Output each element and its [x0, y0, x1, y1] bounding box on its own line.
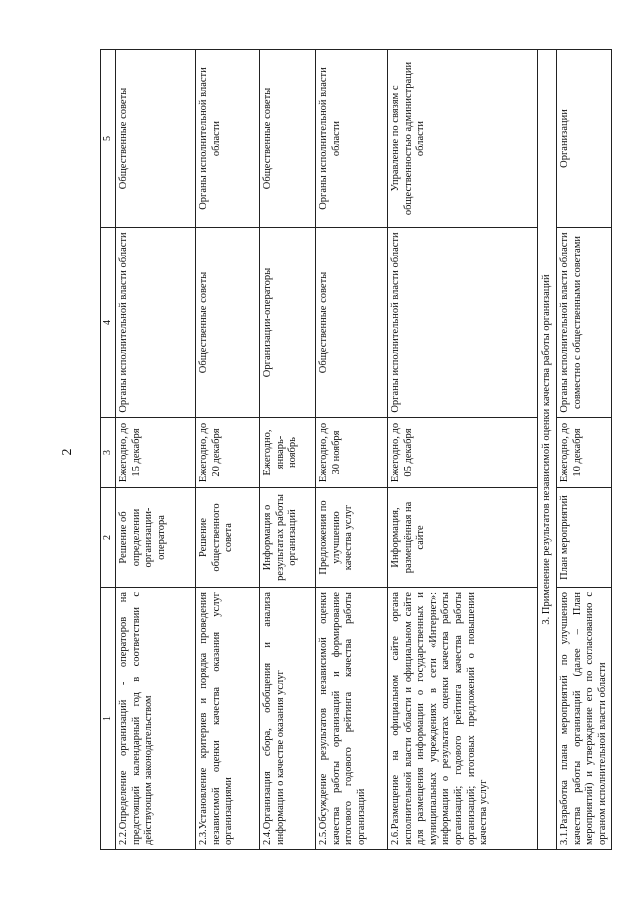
table-row [260, 50, 316, 850]
section-title: 3. Применение результатов независимой оценки качества работы организаций [538, 50, 557, 850]
activity-cell: 2.4.Организация сбора, обобщения и анализа информации о качестве оказания услуг [260, 588, 316, 850]
coexecutor-cell: Общественные советы [260, 50, 316, 228]
deadline-cell: Ежегодно, январь-ноябрь [260, 418, 316, 488]
table-row [116, 50, 196, 850]
table-row [196, 50, 260, 850]
table-row [316, 50, 388, 850]
executor-cell: Общественные советы [196, 228, 260, 418]
header-row [101, 50, 116, 850]
page-number: 2 [60, 448, 75, 456]
activity-cell: 2.5.Обсуждение результатов независимой оценки качества работы организаций и формирование итогового годового рейтинга качества работы организаций [316, 588, 388, 850]
deadline-cell: Ежегодно, до 30 ноября [316, 418, 388, 488]
coexecutor-cell: Органы исполнительной власти области [316, 50, 388, 228]
column-header: 1 [101, 588, 116, 850]
deadline-cell: Ежегодно, до 10 декабря [557, 418, 612, 488]
table-row [388, 50, 538, 850]
coexecutor-cell: Организации [557, 50, 612, 228]
activity-cell: 2.6.Размещение на официальном сайте органа исполнительной власти области и официальном сайте для размещения информации о государственных и муниципальных учреждениях в сети «Интернет»: информации о результатах оценки качества работы организаций; годового рейтинга качества работы организаций; итоговых предложений о повышении качества услуг [388, 588, 538, 850]
coexecutor-cell: Общественные советы [116, 50, 196, 228]
deadline-cell: Ежегодно, до 20 декабря [196, 418, 260, 488]
activity-cell: 2.3.Установление критериев и порядка проведения независимой оценки качества оказания услуг организациями [196, 588, 260, 850]
column-header: 4 [101, 228, 116, 418]
deadline-cell: Ежегодно, до 05 декабря [388, 418, 538, 488]
result-cell: Информация, размещённая на сайте [388, 488, 538, 588]
result-cell: Предложения по улучшению качества услуг [316, 488, 388, 588]
executor-cell: Органы исполнительной власти области [388, 228, 538, 418]
column-header: 5 [101, 50, 116, 228]
column-header: 2 [101, 488, 116, 588]
column-header: 3 [101, 418, 116, 488]
activity-cell: 2.2.Определение организаций - операторов на предстоящий календарный год в соответствии с действующим законодательством [116, 588, 196, 850]
result-cell: Информация о результатах работы организаций [260, 488, 316, 588]
executor-cell: Органы исполнительной власти области [116, 228, 196, 418]
executor-cell: Органы исполнительной власти области совместно с общественными советами [557, 228, 612, 418]
activity-cell: 3.1.Разработка плана мероприятий по улучшению качества работы организаций (далее – План мероприятий) и утверждение его по согласованию с органом исполнительной власти области [557, 588, 612, 850]
section-row [538, 50, 557, 850]
executor-cell: Организации-операторы [260, 228, 316, 418]
plan-table [100, 49, 612, 850]
table-row [557, 50, 612, 850]
executor-cell: Общественные советы [316, 228, 388, 418]
coexecutor-cell: Органы исполнительной власти области [196, 50, 260, 228]
coexecutor-cell: Управление по связям с общественностью администрации области [388, 50, 538, 228]
plan-table-container [100, 50, 608, 850]
deadline-cell: Ежегодно, до 15 декабря [116, 418, 196, 488]
result-cell: План мероприятий [557, 488, 612, 588]
result-cell: Решение общественного совета [196, 488, 260, 588]
result-cell: Решение об определении организации-оператора [116, 488, 196, 588]
